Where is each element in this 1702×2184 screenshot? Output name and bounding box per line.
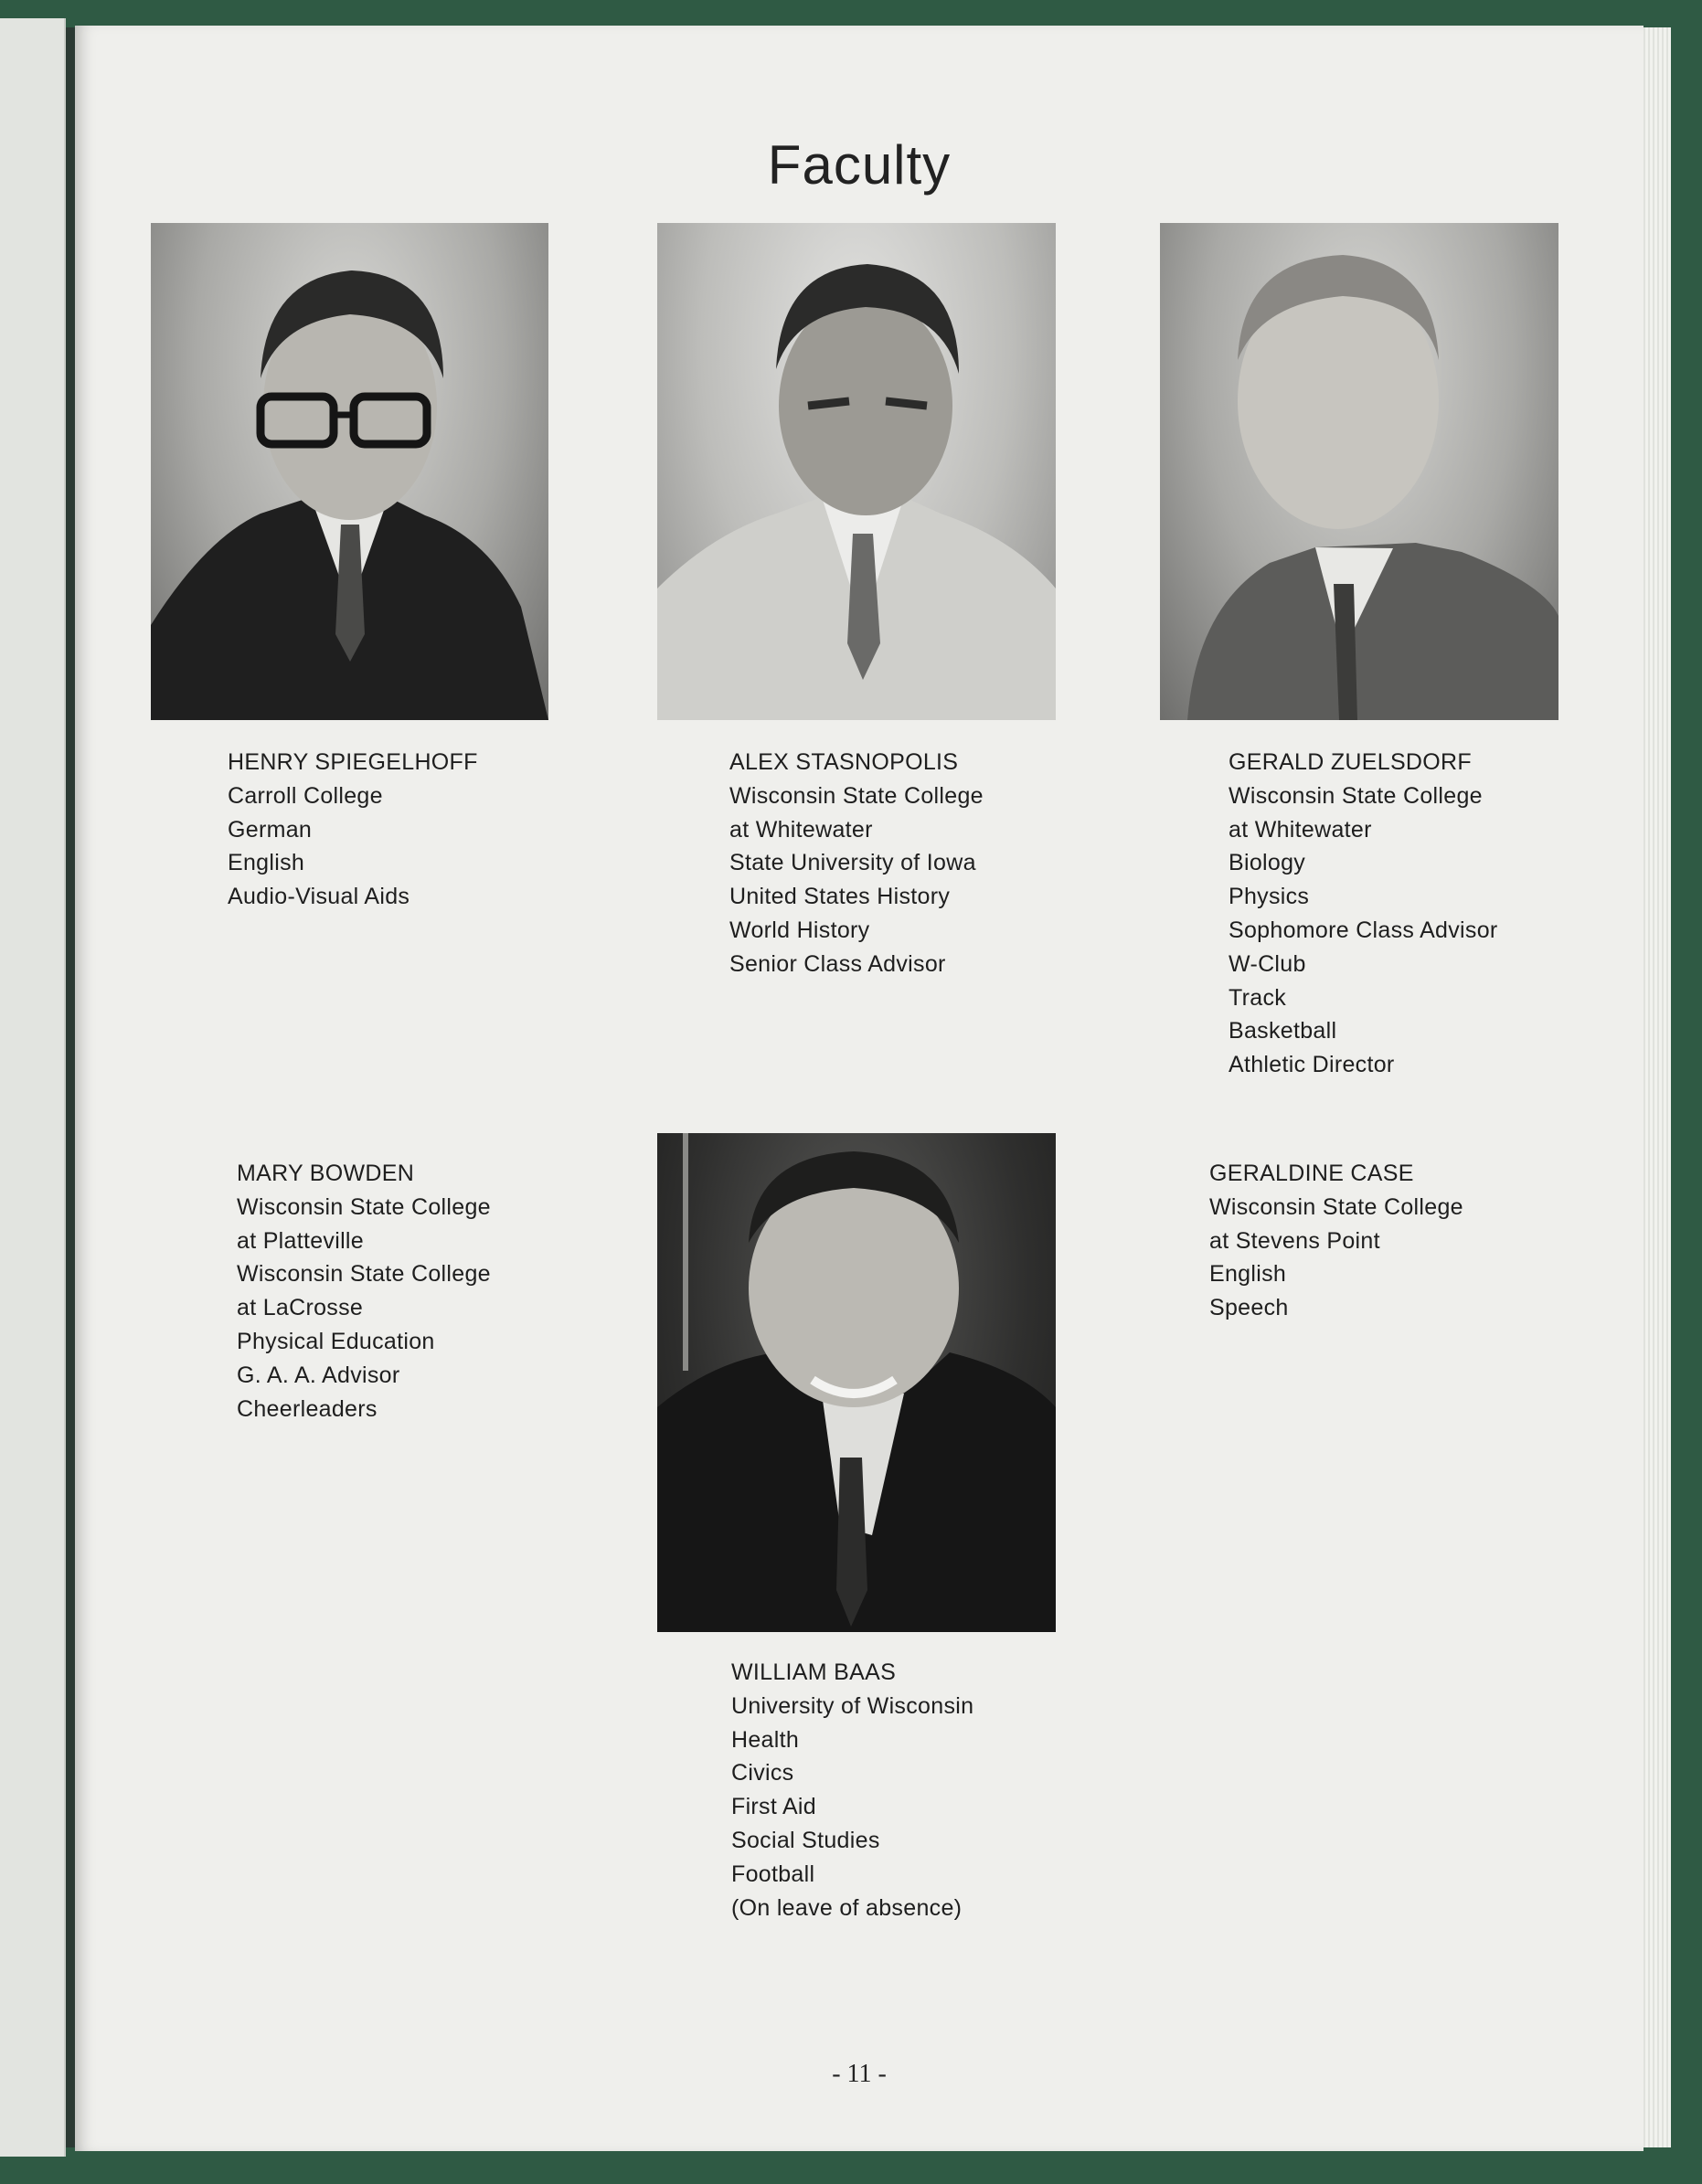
faculty-caption-zuelsdorf	[1229, 746, 1498, 1082]
faculty-detail: Cheerleaders	[237, 1395, 378, 1422]
faculty-detail: W-Club	[1229, 950, 1306, 977]
faculty-detail: Track	[1229, 984, 1287, 1011]
faculty-name: WILLIAM BAAS	[731, 1659, 897, 1685]
faculty-name: GERALD ZUELSDORF	[1229, 749, 1472, 775]
faculty-name: HENRY SPIEGELHOFF	[228, 749, 478, 775]
portrait-photo-baas	[657, 1133, 1056, 1632]
faculty-detail: (On leave of absence)	[731, 1894, 963, 1921]
faculty-detail: at Whitewater	[1229, 816, 1372, 843]
faculty-detail: First Aid	[731, 1794, 816, 1820]
faculty-detail: Basketball	[1229, 1018, 1337, 1044]
faculty-detail: University of Wisconsin	[731, 1692, 974, 1719]
faculty-caption-case	[1209, 1157, 1463, 1325]
faculty-detail: Sophomore Class Advisor	[1229, 917, 1498, 943]
faculty-detail: Speech	[1209, 1295, 1289, 1321]
portrait-silhouette	[657, 223, 1056, 720]
faculty-detail: G. A. A. Advisor	[237, 1362, 400, 1388]
faculty-detail: at LaCrosse	[237, 1295, 364, 1321]
portrait-silhouette	[1160, 223, 1558, 720]
page-number: - 11 -	[832, 2060, 887, 2088]
book-cover-bottom	[0, 2147, 1702, 2184]
faculty-detail: English	[228, 850, 305, 876]
faculty-detail: Health	[731, 1726, 800, 1753]
faculty-detail: English	[1209, 1261, 1287, 1288]
faculty-detail: Civics	[731, 1760, 794, 1786]
portrait-silhouette	[151, 223, 548, 720]
faculty-detail: Senior Class Advisor	[729, 950, 946, 977]
faculty-detail: Social Studies	[731, 1827, 880, 1853]
portrait-silhouette	[657, 1133, 1056, 1632]
facing-page-edge	[0, 18, 66, 2157]
faculty-detail: Carroll College	[228, 782, 383, 809]
faculty-detail: Audio-Visual Aids	[228, 884, 410, 910]
faculty-detail: Football	[731, 1861, 815, 1887]
faculty-detail: State University of Iowa	[729, 850, 976, 876]
page-title: Faculty	[767, 134, 952, 196]
faculty-name: ALEX STASNOPOLIS	[729, 749, 959, 775]
faculty-detail: at Platteville	[237, 1227, 364, 1254]
faculty-detail: Wisconsin State College	[237, 1193, 491, 1220]
portrait-photo-zuelsdorf	[1160, 223, 1558, 720]
faculty-caption-spiegelhoff	[228, 746, 478, 914]
faculty-detail: Biology	[1229, 850, 1306, 876]
faculty-detail: at Stevens Point	[1209, 1227, 1380, 1254]
faculty-caption-baas	[731, 1656, 973, 1924]
faculty-detail: Athletic Director	[1229, 1052, 1395, 1078]
yearbook-page	[75, 26, 1643, 2151]
faculty-detail: United States History	[729, 884, 951, 910]
faculty-detail: Physical Education	[237, 1328, 435, 1354]
faculty-detail: German	[228, 816, 313, 843]
faculty-detail: Wisconsin State College	[1209, 1193, 1463, 1220]
faculty-caption-bowden	[237, 1157, 491, 1426]
faculty-detail: Physics	[1229, 884, 1310, 910]
faculty-detail: Wisconsin State College	[729, 782, 984, 809]
portrait-photo-stasnopolis	[657, 223, 1056, 720]
faculty-detail: Wisconsin State College	[237, 1261, 491, 1288]
faculty-name: GERALDINE CASE	[1209, 1161, 1414, 1186]
faculty-caption-stasnopolis	[729, 746, 984, 981]
portrait-photo-spiegelhoff	[151, 223, 548, 720]
book-cover-top	[0, 0, 1702, 27]
faculty-detail: World History	[729, 917, 870, 943]
faculty-name: MARY BOWDEN	[237, 1161, 415, 1186]
faculty-detail: at Whitewater	[729, 816, 873, 843]
faculty-detail: Wisconsin State College	[1229, 782, 1483, 809]
